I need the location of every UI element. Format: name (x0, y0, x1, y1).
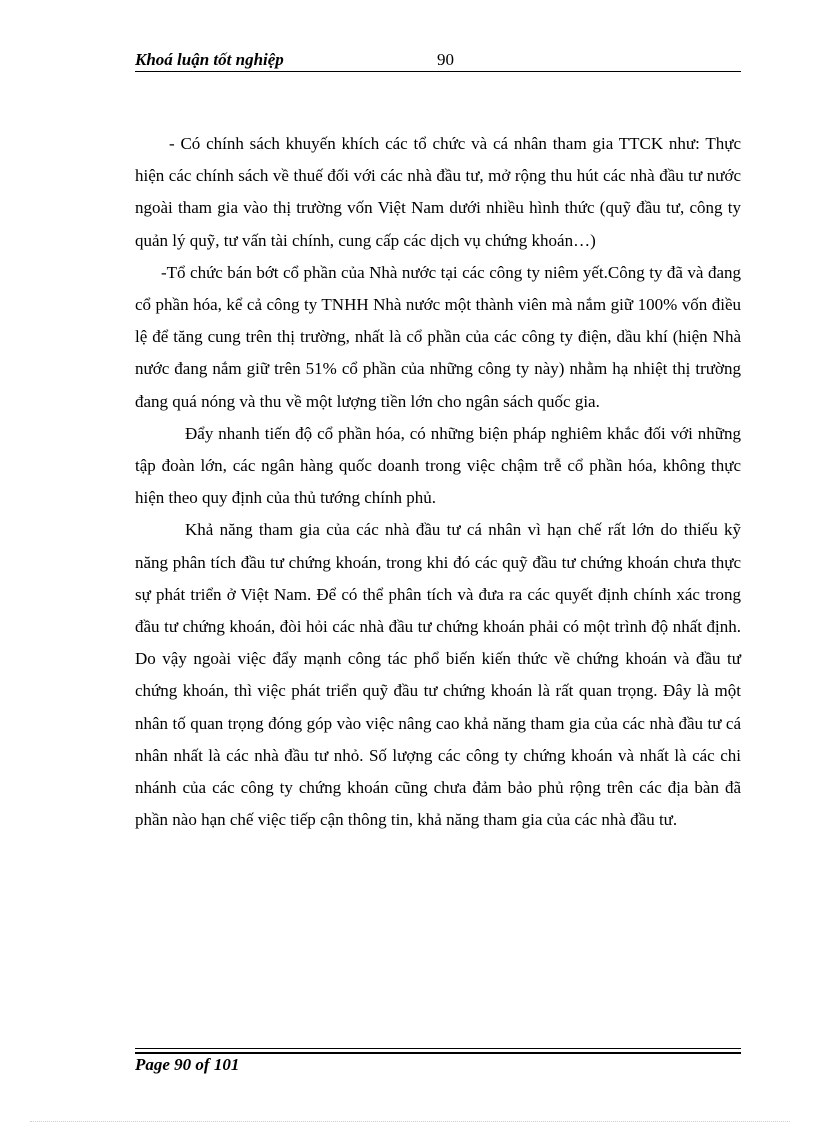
paragraph: - Có chính sách khuyến khích các tổ chức và cá nhân tham gia TTCK như: Thực hiện các chính sách về thuế đối với các nhà đầu tư, mở rộng thu hút các nhà đầu tư nước ngoài tham gia vào thị trường vốn Việt Nam dưới nhiều hình thức (quỹ đầu tư, công ty quản lý quỹ, tư vấn tài chính, cung cấp các dịch vụ chứng khoán…) (135, 134, 741, 250)
paragraph: Khả năng tham gia của các nhà đầu tư cá nhân vì hạn chế rất lớn do thiếu kỹ năng phân tích đầu tư chứng khoán, trong khi đó các quỹ đầu tư chứng khoán chưa thực sự phát triển ở Việt Nam. Để có thể phân tích và đưa ra các quyết định chính xác trong đầu tư chứng khoán, đòi hỏi các nhà đầu tư chứng khoán phải có một trình độ nhất định. Do vậy ngoài việc đẩy mạnh công tác phổ biến kiến thức về chứng khoán và đầu tư chứng khoán, thì việc phát triển quỹ đầu tư chứng khoán là rất quan trọng. Đây là một nhân tố quan trọng đóng góp vào việc nâng cao khả năng tham gia của các nhà đầu tư cá nhân nhất là các nhà đầu tư nhỏ. Số lượng các công ty chứng khoán và nhất là các chi nhánh của các công ty chứng khoán cũng chưa đảm bảo phủ rộng trên các địa bàn đã phần nào hạn chế việc tiếp cận thông tin, khả năng tham gia của các nhà đầu tư. (135, 520, 741, 830)
page-edge-divider (30, 1121, 790, 1122)
header-page-number: 90 (437, 50, 454, 69)
document-title: Khoá luận tốt nghiệp (135, 50, 284, 69)
paragraph: Đẩy nhanh tiến độ cổ phần hóa, có những biện pháp nghiêm khắc đối với những tập đoàn lớn, các ngân hàng quốc doanh trong việc chậm trễ cổ phần hóa, không thực hiện theo quy định của thủ tướng chính phủ. (135, 423, 741, 508)
header-rule (135, 71, 741, 72)
paragraph: -Tổ chức bán bớt cổ phần của Nhà nước tại các công ty niêm yết.Công ty đã và đang cổ phần hóa, kể cả công ty TNHH Nhà nước một thành viên mà nắm giữ 100% vốn điều lệ để tăng cung trên thị trường, nhất là cổ phần của các công ty điện, dầu khí (hiện Nhà nước đang nắm giữ trên 51% cổ phần của những công ty này) nhằm hạ nhiệt thị trường đang quá nóng và thu về một lượng tiền lớn cho ngân sách quốc gia. (135, 262, 741, 411)
footer-rule (135, 1048, 741, 1049)
footer-page-label: Page 90 of 101 (135, 1055, 240, 1074)
body-text (135, 128, 741, 836)
page-header (135, 49, 741, 71)
